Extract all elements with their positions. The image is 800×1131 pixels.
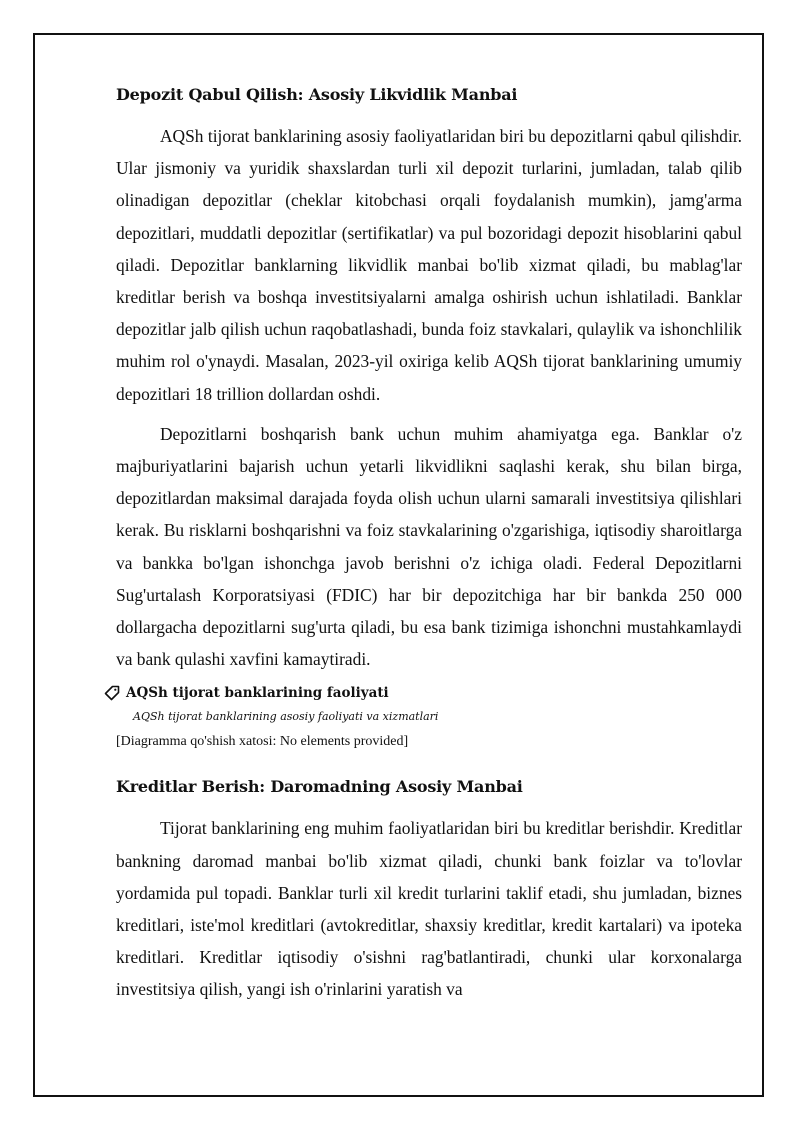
diagram-subtitle: AQSh tijorat banklarining asosiy faoliyati va xizmatlari <box>133 710 439 724</box>
diagram-title <box>104 683 742 703</box>
tag-icon <box>104 685 120 701</box>
diagram-placeholder <box>116 683 742 752</box>
paragraph-deposit-management: Depozitlarni boshqarish bank uchun muhim ahamiyatga ega. Banklar o'z majburiyatlarini bajarish uchun yetarli likvidlikni saqlashi kerak, shu bilan birga, depozitlardan maksimal darajada foyda olish uchun ularni samarali investitsiya qilishlari kerak. Bu risklarni boshqarishni va foiz stavkalarining o'zgarishiga, iqtisodiy sharoitlarga va bankka bo'lgan ishonchga javob berishni o'z ichiga oladi. Federal Depozitlarni Sug'urtalash Korporatsiyasi (FDIC) har bir depozitchiga har bir bankda 250 000 dollargacha depozitlarni sug'urta qiladi, bu esa bank tizimiga ishonchni mustahkamlaydi va bank qulashi xavfini kamaytiradi. <box>116 423 742 670</box>
paragraph-lending-intro: Tijorat banklarining eng muhim faoliyatlaridan biri bu kreditlar berishdir. Kreditlar bankning daromad manbai bo'lib xizmat qiladi, chunki bank foizlar va to'lovlar yordamida pul topadi. Banklar turli xil kredit turlarini taklif etadi, shu jumladan, biznes kreditlari, iste'mol kreditlari (avtokreditlar, shaxsiy kreditlar, kredit kartalari) va ipoteka kreditlari. Kreditlar iqtisodiy o'sishni rag'batlantiradi, chunki ular korxonalarga investitsiya qilish, yangi ish o'rinlarini yaratish va <box>116 818 742 1000</box>
paragraph-deposits-intro: AQSh tijorat banklarining asosiy faoliyatlaridan biri bu depozitlarni qabul qilishdir. Ular jismoniy va yuridik shaxslardan turli xil depozit turlarini, jumladan, talab qilib olinadigan depozitlar (cheklar kitobchasi orqali foydalanish mumkin), jamg'arma depozitlari, muddatli depozitlar (sertifikatlar) va pul bozoridagi depozit hisoblarini qabul qiladi. Depozitlar banklarning likvidlik manbai bo'lib xizmat qiladi, bu mablag'lar kreditlar berish va boshqa investitsiyalarni amalga oshirish uchun ishlatiladi. Banklar depozitlar jalb qilish uchun raqobatlashadi, bunda foiz stavkalari, qulaylik va ishonchlilik muhim rol o'ynaydi. Masalan, 2023-yil oxiriga kelib AQSh tijorat banklarining umumiy depozitlari 18 trillion dollardan oshdi. <box>116 126 742 404</box>
document-body <box>116 84 742 1014</box>
diagram-title-text: AQSh tijorat banklarining faoliyati <box>126 685 389 702</box>
section-heading-lending: Kreditlar Berish: Daromadning Asosiy Manbai <box>116 777 523 797</box>
diagram-error-message: [Diagramma qo'shish xatosi: No elements provided] <box>116 734 409 750</box>
section-heading-deposits: Depozit Qabul Qilish: Asosiy Likvidlik Manbai <box>116 85 518 104</box>
